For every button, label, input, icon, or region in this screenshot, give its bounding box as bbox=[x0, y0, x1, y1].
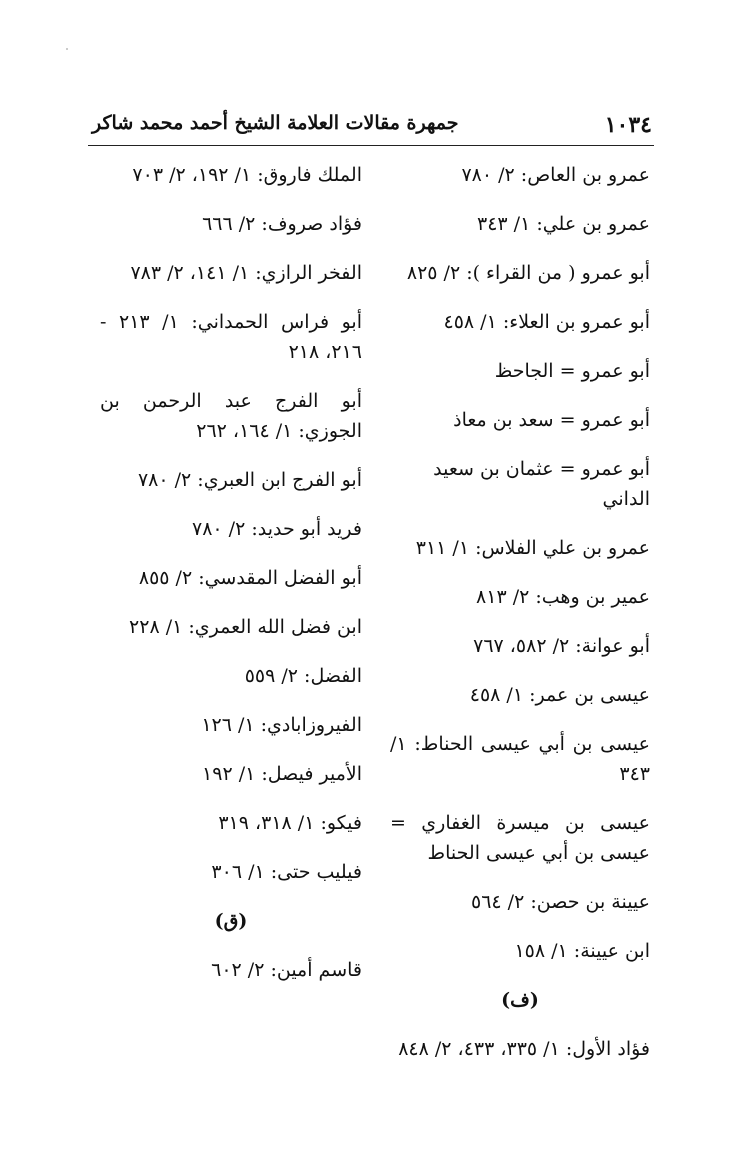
index-entry: أبو عمرو = الجاحظ bbox=[494, 360, 650, 382]
index-entry: فؤاد الأول: ١/ ٣٣٥، ٤٣٣، ٢/ ٨٤٨ bbox=[398, 1038, 650, 1060]
book-title: جمهرة مقالات العلامة الشيخ أحمد محمد شاكر bbox=[92, 112, 459, 134]
index-entry: أبو عمرو ( من القراء ): ٢/ ٨٢٥ bbox=[406, 262, 650, 284]
index-entry: أبو عوانة: ٢/ ٥٨٢، ٧٦٧ bbox=[473, 635, 650, 657]
index-entry: عمرو بن علي: ١/ ٣٤٣ bbox=[476, 213, 650, 235]
page-number: ١٠٣٤ bbox=[604, 112, 652, 138]
index-entry: أبو الفضل المقدسي: ٢/ ٨٥٥ bbox=[138, 567, 362, 589]
index-entry: الأمير فيصل: ١/ ١٩٢ bbox=[202, 763, 362, 785]
index-entry: ابن فضل الله العمري: ١/ ٢٢٨ bbox=[129, 616, 362, 638]
index-entry: أبو الفرج ابن العبري: ٢/ ٧٨٠ bbox=[137, 469, 362, 491]
index-entry: قاسم أمين: ٢/ ٦٠٢ bbox=[211, 959, 362, 981]
index-entry: ابن عيينة: ١/ ١٥٨ bbox=[514, 940, 650, 962]
page-speck bbox=[66, 48, 68, 50]
index-entry: عيسى بن ميسرة الغفاري = عيسى بن أبي عيسى الحناط bbox=[390, 812, 650, 864]
index-entry: عمير بن وهب: ٢/ ٨١٣ bbox=[476, 586, 650, 608]
index-entry: أبو عمرو بن العلاء: ١/ ٤٥٨ bbox=[443, 311, 650, 333]
header-rule bbox=[88, 145, 654, 146]
index-entry: أبو فراس الحمداني: ١/ ٢١٣ - ٢١٦، ٢١٨ bbox=[100, 311, 362, 363]
index-entry: أبو عمرو = سعد بن معاذ bbox=[453, 409, 650, 431]
index-entry: فيليب حتى: ١/ ٣٠٦ bbox=[211, 861, 362, 883]
running-header bbox=[92, 112, 652, 146]
index-entry: الفضل: ٢/ ٥٥٩ bbox=[244, 665, 362, 687]
index-entry: الفيروزابادي: ١/ ١٢٦ bbox=[201, 714, 362, 736]
section-letter-qaf: (ق) bbox=[214, 910, 248, 932]
index-entry: الملك فاروق: ١/ ١٩٢، ٢/ ٧٠٣ bbox=[132, 164, 362, 186]
index-entry: عمرو بن العاص: ٢/ ٧٨٠ bbox=[461, 164, 650, 186]
index-entry: عيينة بن حصن: ٢/ ٥٦٤ bbox=[471, 891, 650, 913]
index-entry: أبو عمرو = عثمان بن سعيد الداني bbox=[433, 458, 650, 510]
index-entry: فؤاد صروف: ٢/ ٦٦٦ bbox=[202, 213, 362, 235]
index-entry: أبو الفرج عبد الرحمن بن الجوزي: ١/ ١٦٤، ٢٦٢ bbox=[100, 390, 362, 442]
index-entry: عيسى بن عمر: ١/ ٤٥٨ bbox=[469, 684, 650, 706]
index-entry: الفخر الرازي: ١/ ١٤١، ٢/ ٧٨٣ bbox=[130, 262, 362, 284]
index-entry: فريد أبو حديد: ٢/ ٧٨٠ bbox=[191, 518, 362, 540]
section-letter-fa: (ف) bbox=[501, 989, 539, 1011]
index-column-left bbox=[100, 160, 362, 1004]
index-column-right bbox=[390, 160, 650, 1083]
index-entry: فيكو: ١/ ٣١٨، ٣١٩ bbox=[218, 812, 362, 834]
index-entry: عمرو بن علي الفلاس: ١/ ٣١١ bbox=[415, 537, 650, 559]
index-entry: عيسى بن أبي عيسى الحناط: ١/ ٣٤٣ bbox=[390, 733, 650, 785]
